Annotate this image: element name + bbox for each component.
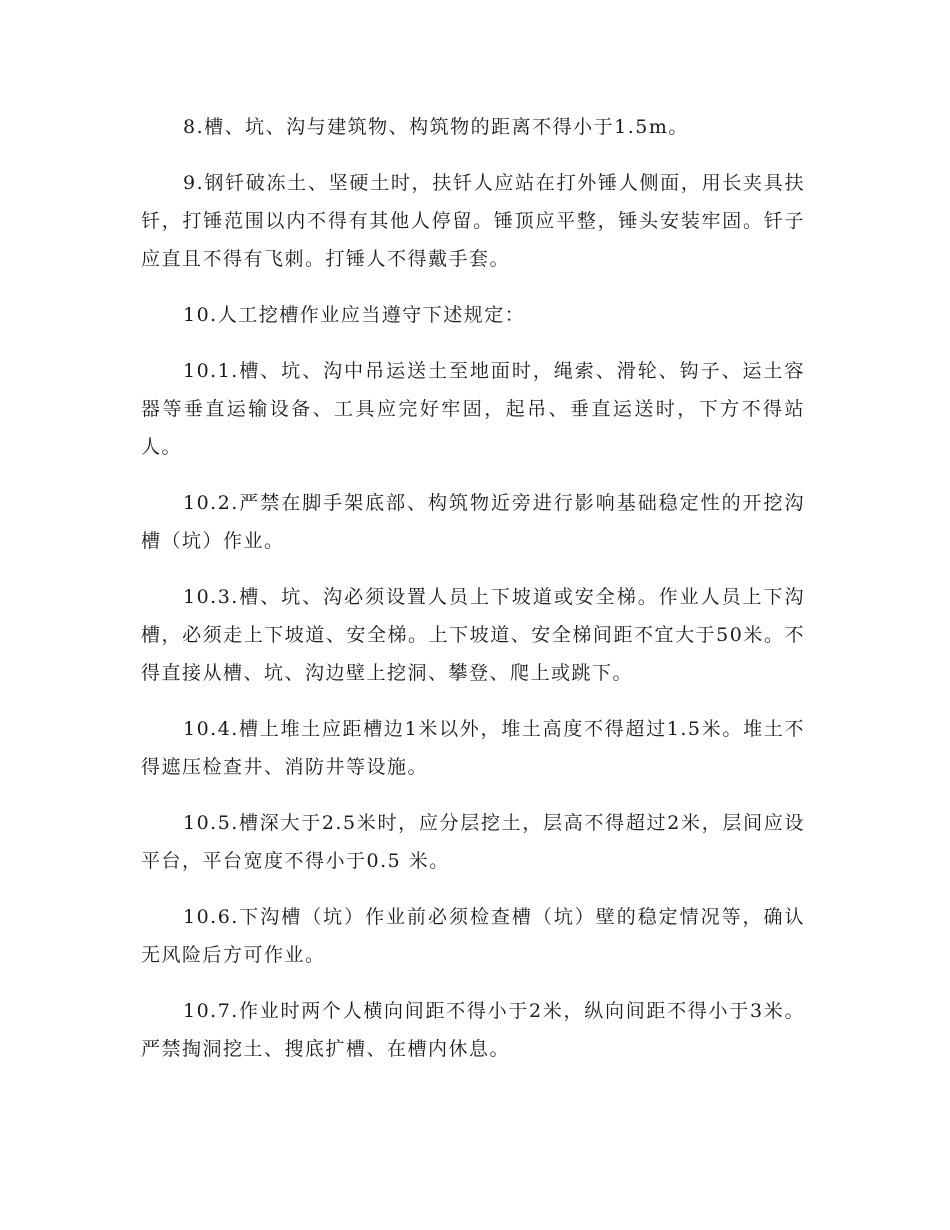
paragraph-10-4: 10.4.槽上堆土应距槽边1米以外，堆土高度不得超过1.5米。堆土不得遮压检查井、消防井等设施。: [141, 718, 805, 778]
paragraph-10: 10.人工挖槽作业应当遵守下述规定：: [183, 304, 526, 326]
paragraph-8: 8.槽、坑、沟与建筑物、构筑物的距离不得小于1.5m。: [183, 116, 689, 138]
paragraph-10-3: 10.3.槽、坑、沟必须设置人员上下坡道或安全梯。作业人员上下沟槽，必须走上下坡道、安全梯。上下坡道、安全梯间距不宜大于50米。不得直接从槽、坑、沟边壁上挖洞、攀登、爬上或跳下。: [141, 586, 805, 684]
paragraph-9: 9.钢钎破冻土、坚硬土时，扶钎人应站在打外锤人侧面，用长夹具扶钎，打锤范围以内不得有其他人停留。锤顶应平整，锤头安装牢固。钎子应直且不得有飞刺。打锤人不得戴手套。: [141, 172, 805, 270]
paragraph-10-2: 10.2.严禁在脚手架底部、构筑物近旁进行影响基础稳定性的开挖沟槽（坑）作业。: [141, 492, 805, 552]
paragraph-10-5: 10.5.槽深大于2.5米时，应分层挖土，层高不得超过2米，层间应设平台，平台宽度不得小于0.5 米。: [141, 812, 805, 872]
paragraph-10-6: 10.6.下沟槽（坑）作业前必须检查槽（坑）壁的稳定情况等，确认无风险后方可作业。: [141, 906, 805, 966]
paragraph-10-7: 10.7.作业时两个人横向间距不得小于2米，纵向间距不得小于3米。严禁掏洞挖土、搜底扩槽、在槽内休息。: [141, 1000, 805, 1060]
paragraph-10-1: 10.1.槽、坑、沟中吊运送土至地面时，绳索、滑轮、钩子、运土容器等垂直运输设备、工具应完好牢固，起吊、垂直运送时，下方不得站人。: [141, 360, 805, 458]
document-body: [141, 108, 805, 1086]
